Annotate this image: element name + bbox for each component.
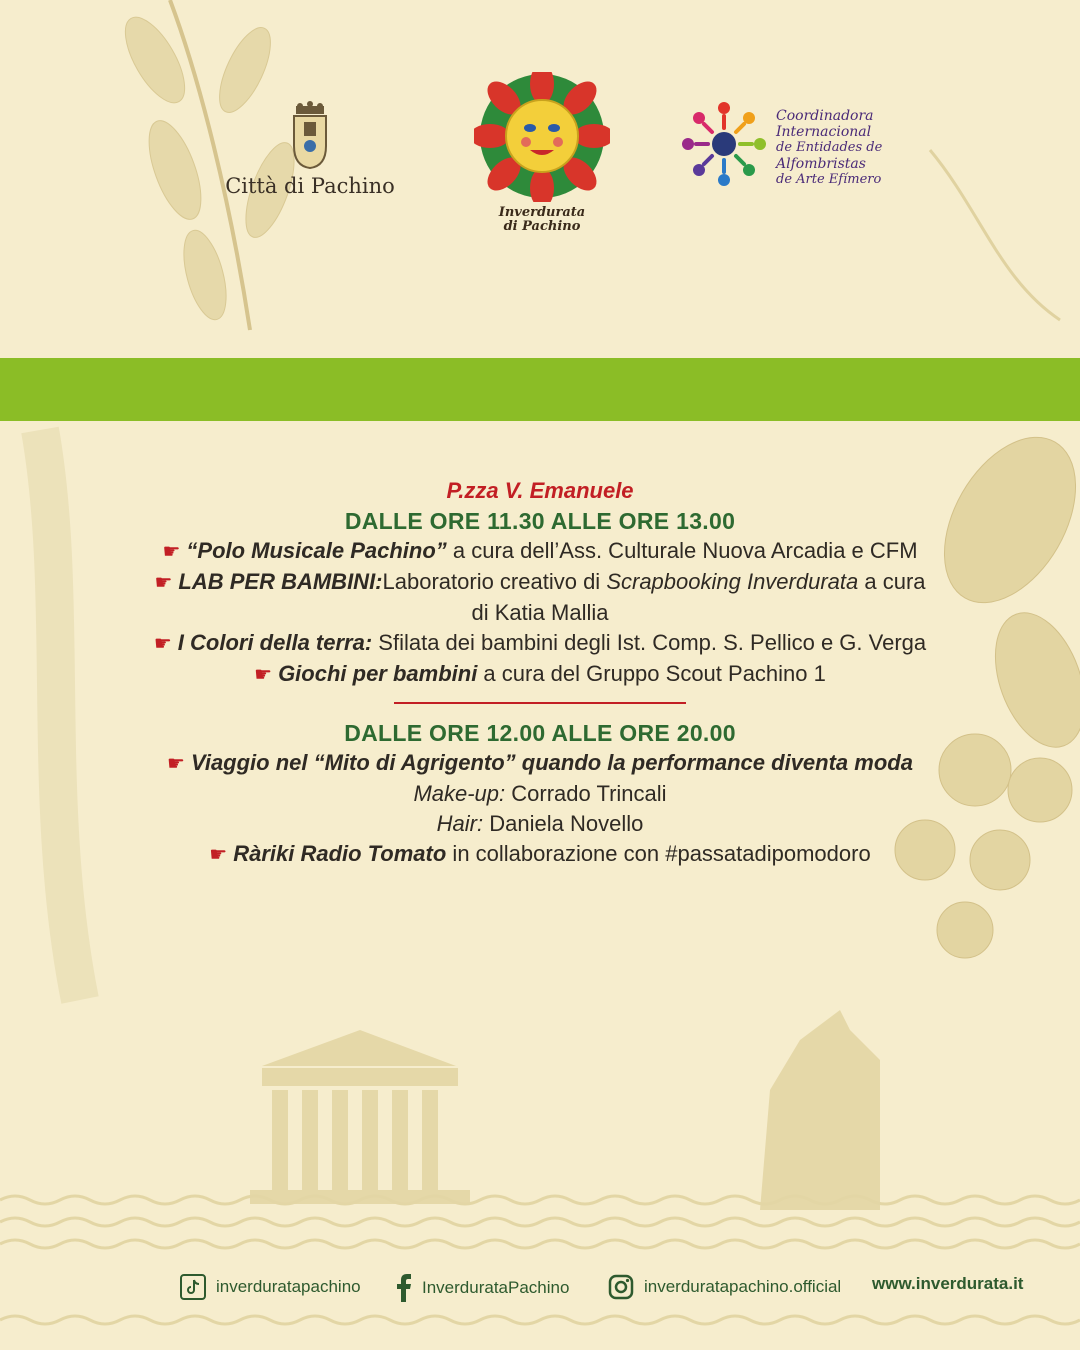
greek-temple-illustration	[250, 1030, 470, 1204]
footer-social-bar	[0, 1268, 1080, 1308]
item-text: in collaborazione con #passatadipomodoro	[446, 841, 871, 866]
program-item	[150, 779, 930, 809]
facebook-handle: InverdurataPachino	[422, 1278, 570, 1297]
association-name-line2: di Pachino	[503, 219, 581, 234]
coordinadora-logo	[676, 96, 883, 196]
circle-of-figures-icon	[676, 96, 772, 192]
coordinadora-line-2: Internacional	[776, 124, 872, 140]
program-item	[150, 748, 930, 779]
tiktok-link[interactable]	[180, 1274, 361, 1300]
website-url: www.inverdurata.it	[872, 1274, 1024, 1293]
coordinadora-line-3: de Entidades de	[776, 140, 883, 155]
pointing-hand-icon: ☛	[154, 572, 173, 594]
comune-caption: Città di Pachino	[225, 174, 395, 198]
item-text: Corrado Trincali	[505, 781, 667, 806]
item-title: Ràriki Radio Tomato	[233, 841, 447, 866]
coordinadora-line-4: Alfombristas	[776, 156, 866, 172]
item-title: Viaggio nel “Mito di Agrigento” quando la performance diventa moda	[190, 750, 913, 775]
facebook-icon	[396, 1274, 412, 1302]
pointing-hand-icon: ☛	[167, 753, 185, 775]
tiktok-handle: inverdurata​pachino	[216, 1277, 361, 1296]
association-name-line1: Inverdurata	[498, 205, 586, 220]
item-text: Sfilata dei bambini degli Ist. Comp. S. Pellico e G. Verga	[372, 630, 927, 655]
green-band	[0, 358, 1080, 421]
instagram-link[interactable]	[608, 1274, 841, 1300]
association-logo	[474, 72, 610, 242]
pointing-hand-icon: ☛	[209, 844, 228, 866]
crest-icon	[290, 100, 330, 170]
program-item	[150, 809, 930, 839]
item-title: LAB PER BAMBINI:	[178, 569, 383, 594]
item-text: a cura del Gruppo Scout Pachino 1	[477, 661, 826, 686]
instagram-icon	[608, 1274, 634, 1300]
coordinadora-line-1: Coordinadora	[776, 108, 874, 124]
coordinadora-line-5: de Arte Efímero	[776, 172, 882, 187]
item-role: Hair:	[436, 811, 484, 836]
facebook-link[interactable]	[396, 1274, 569, 1302]
event-program	[150, 476, 930, 870]
section-divider	[394, 702, 686, 704]
time-heading-1: DALLE ORE 11.30 ALLE ORE 13.00	[344, 508, 736, 534]
program-item	[150, 628, 930, 659]
item-text: a cura di Katia Mallia	[471, 569, 926, 625]
tower-ruin-illustration	[760, 1010, 880, 1210]
program-item	[150, 536, 930, 567]
item-title: Giochi per bambini	[278, 661, 478, 686]
instagram-handle: inverdurata​pachino.official	[644, 1277, 842, 1296]
program-item	[150, 839, 930, 870]
time-heading-2: DALLE ORE 12.00 ALLE ORE 20.00	[344, 720, 736, 746]
item-title: “Polo Musicale Pachino”	[186, 538, 447, 563]
pointing-hand-icon: ☛	[153, 633, 172, 655]
venue-title: P.zza V. Emanuele	[446, 478, 634, 503]
item-role: Make-up:	[413, 781, 506, 806]
tiktok-icon	[180, 1274, 206, 1300]
item-text: Laboratorio creativo di	[382, 569, 607, 594]
website-link[interactable]	[872, 1274, 1023, 1294]
item-text: a cura dell’Ass. Culturale Nuova Arcadia e CFM	[446, 538, 918, 563]
pointing-hand-icon: ☛	[162, 541, 181, 563]
item-text: Daniela Novello	[483, 811, 644, 836]
comune-logo	[220, 100, 400, 210]
program-item	[150, 659, 930, 690]
pointing-hand-icon: ☛	[254, 664, 273, 686]
item-italic-text: Scrapbooking Inverdurata	[606, 569, 859, 594]
program-item	[150, 567, 930, 628]
item-title: I Colori della terra:	[177, 630, 373, 655]
sun-mosaic-icon	[474, 72, 610, 202]
